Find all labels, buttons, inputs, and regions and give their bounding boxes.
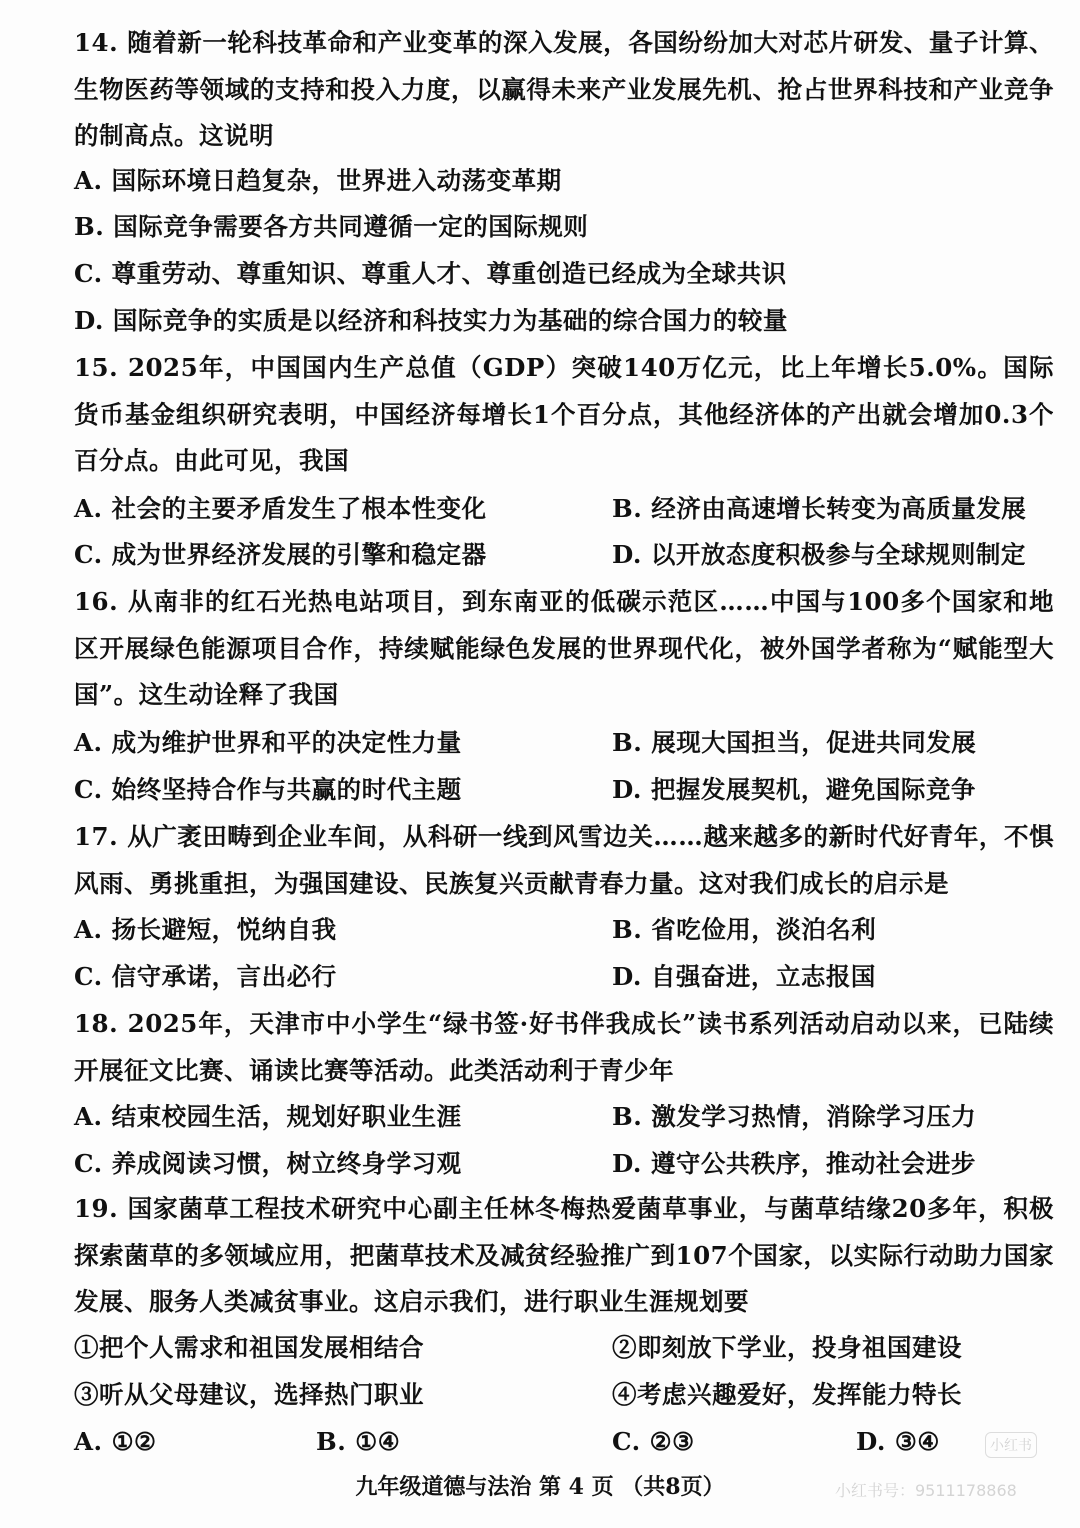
question-18-option-a: A. 结束校园生活，规划好职业生涯 — [74, 1102, 462, 1131]
question-19-statement-1: ①把个人需求和祖国发展相结合 — [74, 1333, 424, 1362]
question-19-option-a: A. ①② — [74, 1427, 157, 1456]
question-17-option-d: D. 自强奋进，立志报国 — [612, 962, 876, 991]
question-18-option-d: D. 遵守公共秩序，推动社会进步 — [612, 1149, 976, 1178]
question-15-stem: 15. 2025年，中国国内生产总值（GDP）突破140万亿元，比上年增长5.0%。国际货币基金组织研究表明，中国经济每增长1个百分点，其他经济体的产出就会增加0.3个百分点。由此可见，我国 — [74, 353, 1054, 475]
question-19-option-c: C. ②③ — [612, 1427, 695, 1456]
question-15-option-d: D. 以开放态度积极参与全球规则制定 — [612, 540, 1026, 569]
question-16-option-b: B. 展现大国担当，促进共同发展 — [612, 728, 977, 757]
page-footer: 九年级道德与法治 第 4 页 （共8页） — [355, 1474, 725, 1500]
question-14-option-b: B. 国际竞争需要各方共同遵循一定的国际规则 — [74, 212, 589, 241]
watermark-logo: 小红书 — [985, 1432, 1037, 1458]
question-15-option-a: A. 社会的主要矛盾发生了根本性变化 — [74, 494, 487, 523]
question-15-option-b: B. 经济由高速增长转变为高质量发展 — [612, 494, 1027, 523]
question-17-option-b: B. 省吃俭用，淡泊名利 — [612, 915, 877, 944]
question-17-option-a: A. 扬长避短，悦纳自我 — [74, 915, 337, 944]
question-17-stem: 17. 从广袤田畴到企业车间，从科研一线到风雪边关……越来越多的新时代好青年，不惧风雨、勇挑重担，为强国建设、民族复兴贡献青春力量。这对我们成长的启示是 — [74, 822, 1054, 898]
question-16-option-a: A. 成为维护世界和平的决定性力量 — [74, 728, 462, 757]
question-16-option-c: C. 始终坚持合作与共赢的时代主题 — [74, 775, 462, 804]
question-17-option-c: C. 信守承诺，言出必行 — [74, 962, 337, 991]
question-19-statement-3: ③听从父母建议，选择热门职业 — [74, 1380, 424, 1409]
question-19-option-b: B. ①④ — [316, 1427, 401, 1456]
question-18-option-c: C. 养成阅读习惯，树立终身学习观 — [74, 1149, 462, 1178]
question-19-option-d: D. ③④ — [856, 1427, 940, 1456]
question-14-option-d: D. 国际竞争的实质是以经济和科技实力为基础的综合国力的较量 — [74, 306, 788, 335]
question-14-option-c: C. 尊重劳动、尊重知识、尊重人才、尊重创造已经成为全球共识 — [74, 259, 787, 288]
question-19-statement-2: ②即刻放下学业，投身祖国建设 — [612, 1333, 962, 1362]
question-18-option-b: B. 激发学习热情，消除学习压力 — [612, 1102, 977, 1131]
question-14-option-a: A. 国际环境日趋复杂，世界进入动荡变革期 — [74, 166, 562, 195]
question-16-option-d: D. 把握发展契机，避免国际竞争 — [612, 775, 976, 804]
question-18-stem: 18. 2025年，天津市中小学生“绿书签·好书伴我成长”读书系列活动启动以来，已陆续开展征文比赛、诵读比赛等活动。此类活动利于青少年 — [74, 1009, 1054, 1085]
question-14-stem: 14. 随着新一轮科技革命和产业变革的深入发展，各国纷纷加大对芯片研发、量子计算、生物医药等领域的支持和投入力度，以赢得未来产业发展先机、抢占世界科技和产业竞争的制高点。这说明 — [74, 28, 1054, 150]
question-19-stem: 19. 国家菌草工程技术研究中心副主任林冬梅热爱菌草事业，与菌草结缘20多年，积极探索菌草的多领域应用，把菌草技术及减贫经验推广到107个国家，以实际行动助力国家发展、服务人类减贫事业。这启示我们，进行职业生涯规划要 — [74, 1194, 1054, 1316]
question-19-statement-4: ④考虑兴趣爱好，发挥能力特长 — [612, 1380, 962, 1409]
question-16-stem: 16. 从南非的红石光热电站项目，到东南亚的低碳示范区……中国与100多个国家和地区开展绿色能源项目合作，持续赋能绿色发展的世界现代化，被外国学者称为“赋能型大国”。这生动诠释了我国 — [74, 587, 1054, 709]
watermark-id: 小红书号：9511178868 — [835, 1481, 1017, 1500]
question-15-option-c: C. 成为世界经济发展的引擎和稳定器 — [74, 540, 487, 569]
